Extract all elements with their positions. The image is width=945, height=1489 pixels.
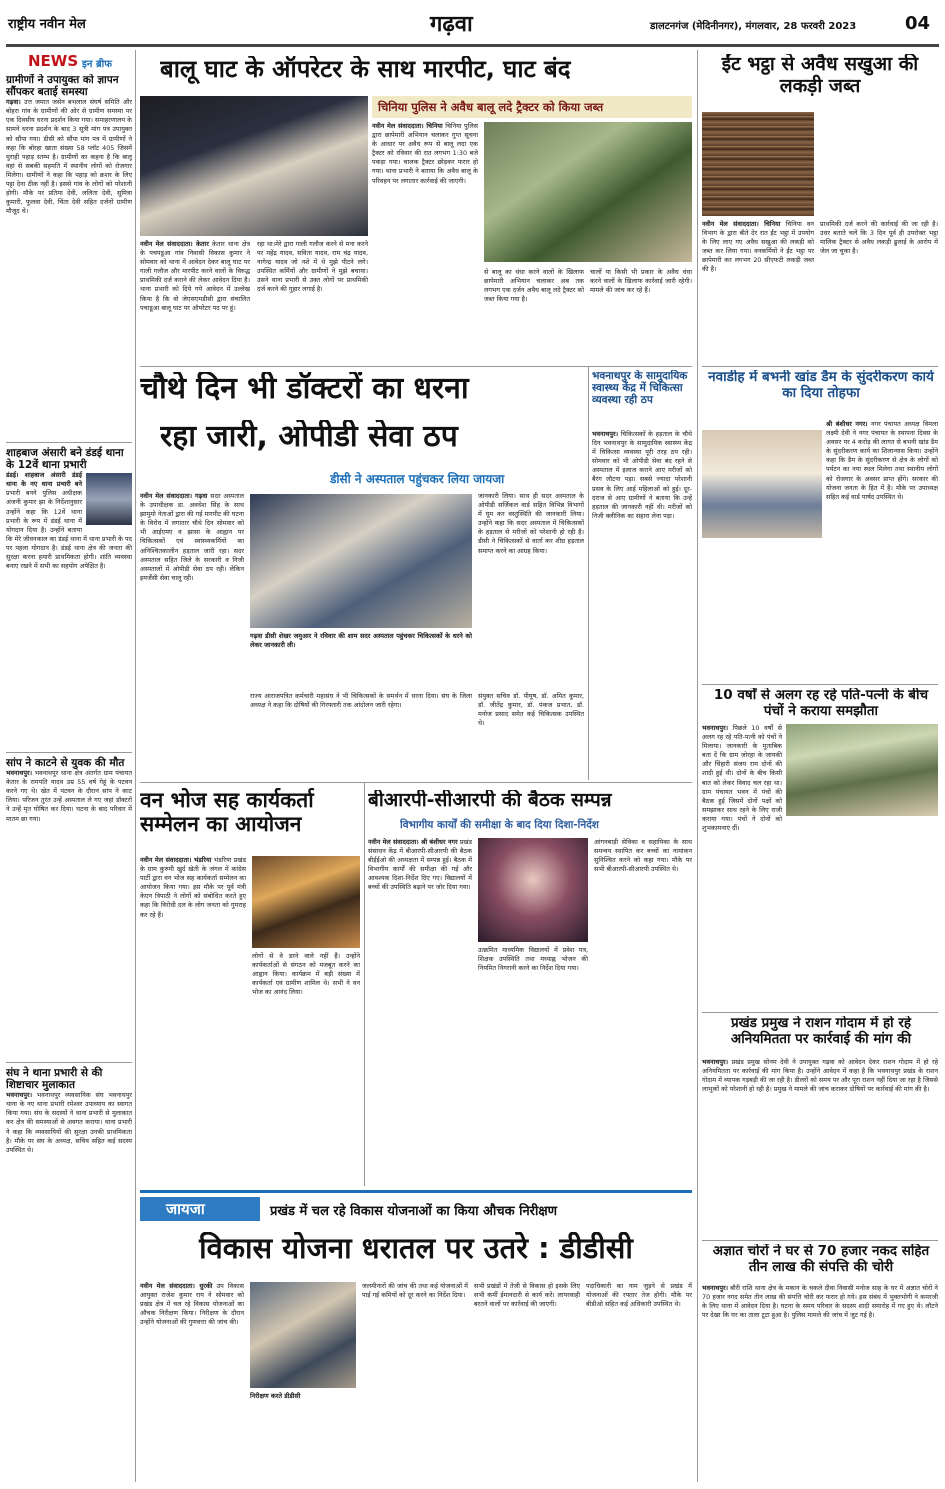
page-number: 04 <box>905 13 931 34</box>
theft-headline: अज्ञात चोरों ने घर से 70 हजार नकद सहित तीन लाख की संपत्ति की चोरी <box>712 1244 930 1275</box>
masthead-rule <box>6 44 939 47</box>
brp-body-col-1: नवीन मेल संवाददाता। श्री बंशीधर नगर प्रखंड संसाधन केंद्र में बीआरपी-सीआरपी की बैठक बीईईओ की अध्यक्षता में सम्पन्न हुई। बैठक में विभागीय कार्यों की समीक्षा की गई और आवश्यक दिशा-निर्देश दिए गए। विद्यालयों में बच्चों की उपस्थिति बढ़ाने पर जोर दिया गया। <box>368 838 472 892</box>
brief-story-1 <box>6 74 132 442</box>
tractor-story <box>372 122 692 362</box>
brp-subhead: विभागीय कार्यों की समीक्षा के बाद दिया दिशा-निर्देश <box>400 819 599 831</box>
rule-middle-2 <box>140 782 692 783</box>
theft-body: भवनाथपुर। बौरी राशि थाना क्षेत्र के मकान के चकले दीवा निवासी मनोज साह के घर में अज्ञात चोरों ने 70 हजार नगद समेत तीन लाख की संपत्ति चोरी कर फरार हो गये। इस संबंध में भुक्तभोगी ने कमरजी के लिए थाना में आवेदन दिया है। घटना के समय परिवार के सदस्य शादी समारोह में गए हुए थे। लौटने पर देखा कि घर का ताला टूटा हुआ है। पुलिस मामले की जांच में जुट गई है। <box>702 1284 938 1320</box>
brief-1-body: गढ़वा। उत्त जमात जसेन बभलाल संघर्ष समिति और बोहरा गांव के ग्रामीणों की ओर से ग्रामीण समस्या पर एक दिवसीय धरना प्रदर्शन किया गया। समाहरणालय के सामने धरना प्रदर्शन के बाद 3 सूत्री मांग पत्र उपायुक्त को सौंपा गया। डीसी को सौंपा मांग पत्र में ग्रामीणों ने कहा कि बोरहा खाता संख्या 58 प्लॉट 405 जिसमें मुराही पहाड़ स्तम्भ है। ग्रामीणों का कहना है कि बालू वहां से सबकी सहमति में स्थानीय लोगों को रोजगार मिलेगा। ग्रामीणों ने कहा कि पहाड़ को क्रशर के लिए पट्टा देना ठीक नहीं है। इससे गांव के लोगों को परेशानी होगी। मौके पर प्रतिमा देवी, ललिता देवी, सुमित्रा कुमारी, फूलवा देवी, चिंता देवी सहित दर्जनों ग्रामीण मौजूद थे। <box>6 98 132 216</box>
rule-right-3 <box>702 1012 938 1013</box>
jayja-tag: जायजा <box>140 1197 260 1221</box>
vanbhoj-headline: वन भोज सह कार्यकर्ता सम्मेलन का आयोजन <box>140 788 314 837</box>
brief-3-title: सांप ने काटने से युवक की मौत <box>6 757 125 769</box>
brp-body-col-2: उत्क्रमित माध्यमिक विद्यालयों में प्रवेश पत्र, शिक्षक उपस्थिति तथा मध्याह्न भोजन की नियमित निगरानी करने का निर्देश दिया गया। <box>478 946 588 973</box>
brick-photo <box>702 112 814 216</box>
rule-middle-1 <box>140 366 692 367</box>
tractor-headline: चिनिया पुलिस ने अवैध बालू लदे ट्रैक्टर को किया जब्त <box>378 100 604 114</box>
brp-photo <box>478 838 588 942</box>
column-rule-right <box>697 50 698 1482</box>
rule-right-2 <box>702 684 938 685</box>
chc-headline: भवनाथपुर के सामुदायिक स्वास्थ्य केंद्र में चिकित्सा व्यवस्था रही ठप <box>592 370 688 407</box>
dateline: डालटनगंज (मेदिनीनगर), मंगलवार, 28 फरवरी 2023 <box>650 21 857 32</box>
jayja-headline: विकास योजना धरातल पर उतरे : डीडीसी <box>199 1232 633 1265</box>
dharna-body-col-3: राज्य आराजपत्रित कर्मचारी महासंघ ने भी चिकित्सकों के समर्थन में धरना दिया। संघ के जिला अध्यक्ष ने कहा कि दोषियों की गिरफ्तारी तक आंदोलन जारी रहेगा। <box>250 692 472 710</box>
vanbhoj-body-col-2: लोगों से वे डरने वाले नहीं हैं। उन्होंने कार्यकर्ताओं से संगठन को मजबूत करने का आह्वान किया। कार्यक्रम में बड़ी संख्या में कार्यकर्ता एवं ग्रामीण शामिल थे। सभी ने वन भोज का आनंद लिया। <box>252 952 360 997</box>
jayja-body-col-2: जलमीनारों की जांच की तथा कई योजनाओं में पाई गई कमियों को दूर करने का निर्देश दिया। <box>362 1282 468 1300</box>
dharna-body-col-2: जानकारी लिया। साथ ही सदर अस्पताल के ओपीडी सर्जिकल वार्ड सहित विभिन्न विभागों में घूम कर वस्तुस्थिति की जानकारी लिया। उन्होंने कहा कि सदर अस्पताल में चिकित्सकों के हड़ताल से मरीजों को परेशानी हो रही है। डीसी ने चिकित्सकों से वार्ता कर शीघ्र हड़ताल समाप्त करने का आग्रह किया। <box>478 492 584 555</box>
masthead <box>0 0 945 44</box>
jayja-body-col-3: सभी प्रखंडों में तेजी से विकास हो इसके लिए सभी कर्मी ईमानदारी से कार्य करें। लापरवाही बरतने वालों पर कार्रवाई की जाएगी। <box>474 1282 580 1309</box>
brief-3-body: भवनाथपुर। भवनाथपुर थाना क्षेत्र अंतर्गत ग्राम पंचायत केतार के रामपति यादव उम्र 55 वर्ष गेहूं के पटवन करने गए थे। खेत में पटवन के दौरान सांप ने काट लिया। परिजन तुरंत उन्हें अस्पताल ले गए जहां डॉक्टरों ने उन्हें मृत घोषित कर दिया। घटना के बाद परिवार में मातम छा गया। <box>6 769 132 823</box>
dharna-body-col-4: संयुक्त सचिव डॉ. पीयूष, डॉ. अमित कुमार, डॉ. जीतेंद्र कुमार, डॉ. पंकज प्रभात, डॉ. मनोज प्रसाद समेत कई चिकित्सक उपस्थित थे। <box>478 692 584 728</box>
chc-body: भवनाथपुर। चिकित्सकों के हड़ताल के चौथे दिन भवनाथपुर के सामुदायिक स्वास्थ्य केंद्र में चिकित्सा व्यवस्था पूरी तरह ठप रही। सोमवार को भी ओपीडी सेवा बंद रहने से अस्पताल में इलाज कराने आए मरीजों को बैरंग लौटना पड़ा। सबसे ज्यादा परेशानी प्रसव के लिए आई महिलाओं को हुई। दूर-दराज से आए ग्रामीणों ने बताया कि उन्हें हड़ताल की जानकारी नहीं थी। मरीजों को निजी क्लीनिक का सहारा लेना पड़ा। <box>592 430 692 520</box>
brief-2-title: शाहबाज अंसारी बने डंडई थाना के 12वें थाना प्रभारी <box>6 447 124 472</box>
brick-body-col-1: नवीन मेल संवाददाता। चिनिया चिनिया वन विभाग के द्वारा बीते देर रात ईंट भट्ठा में उपयोग के लिए लाए गए अवैध सखुआ की लकड़ी को जब्त कर लिया गया। वनकर्मियों ने ईंट भट्ठा पर छापेमारी कर लगभग 20 सीएफटी लकड़ी जब्त की है। <box>702 220 814 274</box>
jayja-strip <box>140 1190 692 1224</box>
dharna-subhead: डीसी ने अस्पताल पहुंचकर लिया जायजा <box>330 472 505 486</box>
ghat-headline: बालू घाट के ऑपरेटर के साथ मारपीट, घाट बंद <box>160 56 571 83</box>
brick-body-col-2: प्राथमिकी दर्ज करने की कार्रवाई की जा रही है। उधर बताते चलें कि 3 दिन पूर्व ही उपरोक्त भट्ठा मालिक ट्रैक्टर से अवैध लकड़ी ढुलाई के आरोप में जेल जा चुका है। <box>820 220 938 256</box>
brief-story-4 <box>6 1062 132 1472</box>
section-name: गढ़वा <box>430 12 473 37</box>
brick-headline: ईंट भट्ठा से अवैध सखुआ की लकड़ी जब्त <box>721 54 919 97</box>
tractor-photo <box>484 122 692 262</box>
brief-story-3 <box>6 752 132 1062</box>
vanbhoj-photo <box>252 856 360 948</box>
jayja-body-col-4: पदाधिकारी का नाम जुड़ने से प्रखंड में योजनाओं की रफ्तार तेज होगी। मौके पर बीडीओ सहित कई अधिकारी उपस्थित थे। <box>586 1282 692 1309</box>
ghat-body-col-2: रहा था।मेरे द्वारा गाली गलौज करने से मना करने पर महेंद्र यादव, सविता यादव, राम चंद्र यादव, नागेन्द्र यादव जो नशे में थे मुझे पीटने लगे। उपस्थित कर्मियों और ग्रामीणों ने मुझे बचाया। उसने थाना प्रभारी से उक्त लोगों पर प्राथमिकी दर्ज करने की गुहार लगाई है। <box>257 240 368 294</box>
ration-headline: प्रखंड प्रमुख ने राशन गोदाम में हो रहे अनियमितता पर कार्रवाई की मांग की <box>730 1016 912 1047</box>
vanbhoj-body-col-1: नवीन मेल संवाददाता। भंडरिया भंडरिया प्रखंड के ग्राम कुरुमी खुर्द खेती के जंगल में कांग्रेस पार्टी द्वारा वन भोज सह कार्यकर्ता सम्मेलन का आयोजन किया गया। इस मौके पर पूर्व मंत्री केएन त्रिपाठी ने लोगों को संबोधित करते हुए कहा कि विरोधी दल के लोग जनता को गुमराह कर रहे हैं। <box>140 856 246 919</box>
news-brief-tag <box>6 50 132 74</box>
jayja-photo <box>250 1282 356 1388</box>
ghat-story <box>140 240 368 362</box>
tractor-body-col-2: से बालू का धंधा करने वालों के खिलाफ छापेमारी अभियान चलाकर अब तक लगभग एक दर्जन अवैध बालू लदे ट्रैक्टर को जब्त किया गया है। <box>484 268 584 304</box>
news-label: NEWS <box>28 52 79 70</box>
rule-right-1 <box>702 366 938 367</box>
brp-headline: बीआरपी-सीआरपी की बैठक सम्पन्न <box>368 790 612 811</box>
jayja-body-col-1: नवीन मेल संवाददाता। धुरकी उप विकास आयुक्त राजेश कुमार राय ने सोमवार को प्रखंड क्षेत्र में चल रहे विकास योजनाओं का औचक निरीक्षण किया। निरीक्षण के दौरान उन्होंने योजनाओं की गुणवत्ता की जांच की। <box>140 1282 244 1327</box>
couple-body: भवनाथपुर। पिछले 10 वर्षों से अलग रह रहे पति-पत्नी को पंचों ने मिलाया। जानकारी के मुताबिक बता दें कि ग्राम जोरहा के जायकी और चिंहारी संजय राम दोनों की शादी हुई थी। दोनों के बीच किसी बात को लेकर विवाद चल रहा था। ग्राम पंचायत भवन में पंचों की बैठक हुई जिसमें दोनों पक्षों को समझाकर साथ रहने के लिए राजी कराया गया। पंचों ने दोनों को शुभकामनाएं दीं। <box>702 724 782 833</box>
dharna-photo <box>250 494 472 628</box>
news-brief-column <box>6 50 132 1482</box>
ration-body: भवनाथपुर। प्रखंड प्रमुख सोनम देवी ने उपायुक्त गढ़वा को आवेदन देकर राशन गोदाम में हो रहे अनियमितता पर कार्रवाई की मांग किया है। उन्होंने आवेदन में कहा है कि भवनाथपुर प्रखंड के राशन गोदाम में व्यापक गड़बड़ी की जा रही है। डीलरों को समय पर और पूरा राशन नहीं दिया जा रहा है जिससे लाभुकों को परेशानी हो रही है। प्रमुख ने मामले की जांच कराकर दोषियों पर कार्रवाई की मांग की है। <box>702 1058 938 1094</box>
couple-headline: 10 वर्षों से अलग रह रहे पति-पत्नी के बीच पंचों ने कराया समझौता <box>713 688 929 719</box>
tractor-body-col-1: नवीन मेल संवाददाता। चिनिया चिनिया पुलिस द्वारा छापेमारी अभियान चलाकर गुप्त सूचना के आधार पर अवैध रूप से बालू लदा एक ट्रैक्टर को रविवार की रात लगभग 1:30 बजे पकड़ा गया। चालक ट्रैक्टर छोड़कर फरार हो गया। थाना प्रभारी ने बताया कि अवैध बालू के परिवहन पर लगातार कार्रवाई की जाएगी। <box>372 122 478 185</box>
dam-body: श्री बंशीधर नगर। नगर पंचायत अध्यक्ष विमला लक्ष्मी देवी ने नगर पंचायत के स्थापना दिवस के अवसर पर 4 करोड़ की लागत से बभनी खांड डैम के सुंदरीकरण कार्य का शिलान्यास किया। उन्होंने कहा कि डैम के सुंदरीकरण से क्षेत्र के लोगों को पर्यटन का नया स्थल मिलेगा तथा स्थानीय लोगों को रोजगार के अवसर प्राप्त होंगे। सरकार की योजना जनता के हित में है। मौके पर उपाध्यक्ष सहित कई वार्ड पार्षद उपस्थित थे। <box>826 420 938 501</box>
dharna-body-col-1: नवीन मेल संवाददाता। गढ़वा सदर अस्पताल के उपाधीक्षक डा. अवधेश सिंह के साथ झामुमो नेताओं द्वारा की गई मारपीट की घटना के विरोध में लगातार चौथे दिन सोमवार को भी आईएमए व झासा के आह्वान पर चिकित्सकों एवं स्वास्थ्यकर्मियों का अनिश्चितकालीन हड़ताल जारी रहा। सदर अस्पताल सहित जिले के सरकारी व निजी अस्पतालों में ओपीडी सेवा ठप रही। लेकिन इमर्जेंसी सेवा चालू रही। <box>140 492 244 582</box>
brief-4-title: संघ ने थाना प्रभारी से की शिष्टाचार मुलाकात <box>6 1067 103 1092</box>
dharna-photo-caption: गढ़वा डीसी शेखर जमुआर ने रविवार की शाम सदर अस्पताल पहुंचकर चिकित्सकों के धरने को लेकर जानकारी ली। <box>250 632 472 650</box>
jayja-photo-caption: निरीक्षण करते डीडीसी <box>250 1392 301 1400</box>
brief-4-body: भवनाथपुर। भवनाथपुर व्यवसायिक संघ भवनाथपुर थाना के नए थाना प्रभारी रमेश्वर उपाध्याय का स्वागत किया गया। संघ के सदस्यों ने थाना प्रभारी से मुलाकात कर क्षेत्र की समस्याओं से अवगत कराया। थाना प्रभारी ने कहा कि व्यवसायियों की सुरक्षा उनकी प्राथमिकता है। मौके पर संघ के अध्यक्ष, सचिव सहित कई सदस्य उपस्थित थे। <box>6 1091 132 1154</box>
ghat-body-col-1: नवीन मेल संवाददाता। केतार केतार थाना क्षेत्र के पचपडूआ गांव निवासी विकास कुमार ने सोमवार को थाना में आवेदन देकर बालू घाट पर गाली गलौज और मारपीट करने वालों के विरुद्ध प्राथमिकी दर्ज कराने की लेकर आवेदन दिया है। थाना प्रभारी को दिये गये आवेदन में उल्लेख किया है कि वो जेएसएमडीसी द्वारा संचालित पचाडूआ बालू घाट पर ऑपरेटर पद पर हूं। <box>140 240 250 312</box>
brp-body-col-3: आंगनबाड़ी सेविका व सहायिका के साथ समन्वय स्थापित कर बच्चों का नामांकन सुनिश्चित करने को कहा गया। मौके पर सभी बीआरपी-सीआरपी उपस्थित थे। <box>594 838 692 874</box>
rule-middle-v <box>588 366 589 780</box>
brief-2-photo <box>86 473 132 525</box>
tractor-subhead-band <box>372 96 692 118</box>
dharna-headline-line-1: चौथे दिन भी डॉक्टरों का धरना <box>140 372 469 406</box>
column-rule-left <box>135 50 136 1482</box>
brief-story-2 <box>6 442 132 752</box>
dam-headline: नवाडीह में बभनी खांड डैम के सुंदरीकरण कार्य का दिया तोहफा <box>708 370 934 401</box>
dharna-headline-line-2: रहा जारी, ओपीडी सेवा ठप <box>160 420 458 454</box>
ghat-photo <box>140 96 368 236</box>
rule-right-4 <box>702 1240 938 1241</box>
jayja-strip-text: प्रखंड में चल रहे विकास योजनाओं का किया औचक निरीक्षण <box>270 1204 558 1219</box>
brief-2-body: डंडई। शाहबाज अंसारी डंडई थाना के नए थाना प्रभारी बने प्रभारी बनने पुलिस अधीक्षक अंजनी कुमार झा के निर्देशानुसार उन्होंने कहा कि 12वें थाना प्रभारी के रूप में डंडई थाना में योगदान दिया है। उन्होंने बताया कि मेरे जीवनकाल का डंडई थाना में थाना प्रभारी के पद पर पहला योगदान है। डंडई थाना क्षेत्र की जनता की सुरक्षा करना हमारी प्राथमिकता होगी। शांति व्यवस्था बनाए रखने में सभी का सहयोग अपेक्षित है। <box>6 471 132 571</box>
brief-label: इन ब्रीफ <box>82 59 112 70</box>
tractor-body-col-3: चालों या किसी भी प्रकार के अवैध धंधा करने वालों के खिलाफ कार्रवाई जारी रहेगी। मामले की जांच कर रहे हैं। <box>590 268 692 295</box>
newspaper-logo: राष्ट्रीय नवीन मेल <box>8 17 86 32</box>
rule-brp-v <box>364 782 365 1186</box>
brief-1-title: ग्रामीणों ने उपायुक्त को ज्ञापन सौंपकर बताई समस्या <box>6 74 119 99</box>
